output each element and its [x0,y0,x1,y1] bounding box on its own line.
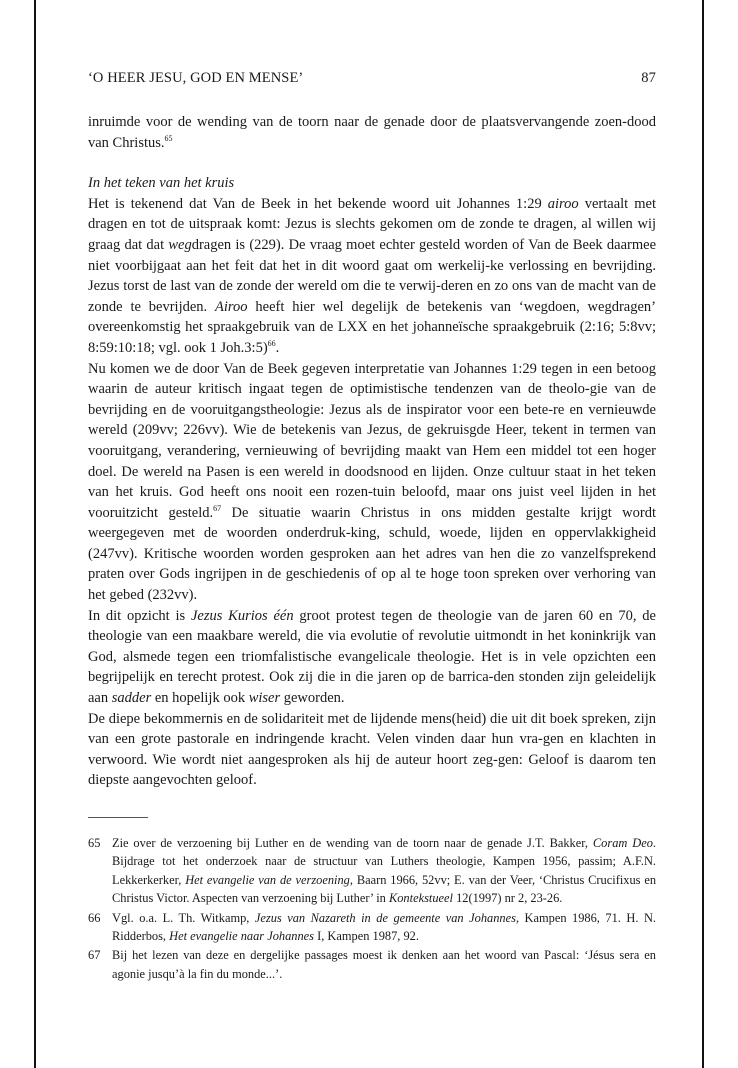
paragraph-5: De diepe bekommernis en de solidariteit met de lijdende mens(heid) die uit dit boek spreken, zijn van een grote pastorale en indringende kracht. Velen vinden daar hun vra-gen en klachten in verwoord. Wie wordt niet aangesproken als hij de auteur hoort zeg-gen: Geloof is daarom ten diepste aangevochten geloof. [88,710,656,789]
paragraph-2: Het is tekenend dat Van de Beek in het bekende woord uit Johannes 1:29 airoo vertaalt met dragen en tot de uitspraak komt: Jezus is slechts gekomen om de zonde te dragen, al willen wij graag dat dat wegdragen is (229). De vraag moet echter gesteld worden of Van de Beek daarmee niet voorbijgaat aan het feit dat het in dit woord gaat om werkelij-ke verlossing en bevrijding. Jezus torst de last van de zonde der wereld om die te verwij-deren en zo ons van de macht van de zonde te bevrijden. Airoo heeft hier wel degelijk de betekenis van ‘wegdoen, wegdragen’ overeenkomstig het spraakgebruik van de LXX en het johanneïsche spraakgebruik (2:16; 5:8vv; 8:59:10:18; vgl. ook 1 Joh.3:5)$^{66}$. [88,195,657,356]
footnote-ref-65: 65 [164,133,173,143]
footnote-ref-66: 66 [267,339,276,349]
footnote-separator [88,817,148,818]
footnote-number: 66 [88,910,101,925]
footnote-number: 65 [88,836,101,850]
paragraph-1: inruimde voor de wending van de toorn naar de genade door de plaatsvervangende zoen-dood van Christus.$^{65}$ [88,114,656,151]
main-text [88,112,656,791]
footnote-66: 66 Vgl. o.a. L. Th. Witkamp, Jezus van Nazareth in de gemeente van Johannes, Kampen 1986, 71. H. N. Ridderbos, Het evangelie naar Johannes I, Kampen 1987, 92. [88,910,656,944]
page-edge-left-line [34,0,36,1068]
footnote-number: 67 [88,948,101,963]
page-number: 87 [641,70,656,86]
footnote-ref-67: 67 [213,503,222,513]
paragraph-4: In dit opzicht is Jezus Kurios één groot protest tegen de theologie van de jaren 60 en 70, de theologie van een maakbare wereld, die via evolutie of revolutie uitmondt in het koninkrijk van God, alsmede tegen een triomfalistische evangelicale theologie. Het is in vele opzichten een begrijpelijk en terecht protest. Ook zij die in die jaren op de barrica-den stonden zijn geleidelijk aan sadder en hopelijk ook wiser geworden. [88,607,656,707]
footnote-67: 67 Bij het lezen van deze en dergelijke passages moest ik denken aan het woord van Pascal: ‘Jésus sera en agonie jusqu’à la fin du monde...’. [88,948,656,981]
section-heading: In het teken van het kruis [88,175,235,192]
footnotes [88,834,656,984]
running-title: ‘O HEER JESU, GOD EN MENSE’ [88,70,304,86]
page-edge-right-line [702,0,704,1068]
footnote-65: 65 Zie over de verzoening bij Luther en de wending van de toorn naar de genade J.T. Bakker, Coram Deo. Bijdrage tot het onderzoek naar de structuur van Luthers theologie, Kampen 1956, passim; A.F.N. Lekkerkerker, Het evangelie van de verzoening, Baarn 1966, 52vv; E. van der Veer, ‘Christus Crucifixus en Christus Victor. Aspecten van verzoening bij Luther’ in Kontekstueel 12(1997) nr 2, 23-26. [88,836,657,906]
paragraph-3: Nu komen we de door Van de Beek gegeven interpretatie van Johannes 1:29 tegen in een betoog waarin de auteur kritisch ingaat tegen de optimistische tendenzen van de theolo-gie van de bevrijding en de vooruitgangstheologie: Jezus als de inspirator voor een bete-re en vernieuwde wereld (209vv; 226vv). Wie de betekenis van Jezus, de gekruisgde Heer, tekent in termen van vooruitgang, verandering, vernieuwing of bevrijding maakt van Hem een middel tot een hoger doel. De wereld na Pasen is een wereld in doodsnood en lijden. Onze cultuur staat in het teken van het kruis. God heeft ons nooit een rozen-tuin beloofd, maar ons juist veel lijden in het vooruitzicht gesteld.$^{67}$ De situatie waarin Christus in ons midden gestalte krijgt wordt weergegeven met de woorden onderdruk-king, schuld, woede, lijden en oppervlakkigheid (247vv). Kritische woorden worden gesproken aan het adres van hen die zo vanzelfsprekend praten over Gods ingrijpen in de geschiedenis of op al te hoge toon spreken over verhoring van het gebed (232vv). [88,360,656,604]
